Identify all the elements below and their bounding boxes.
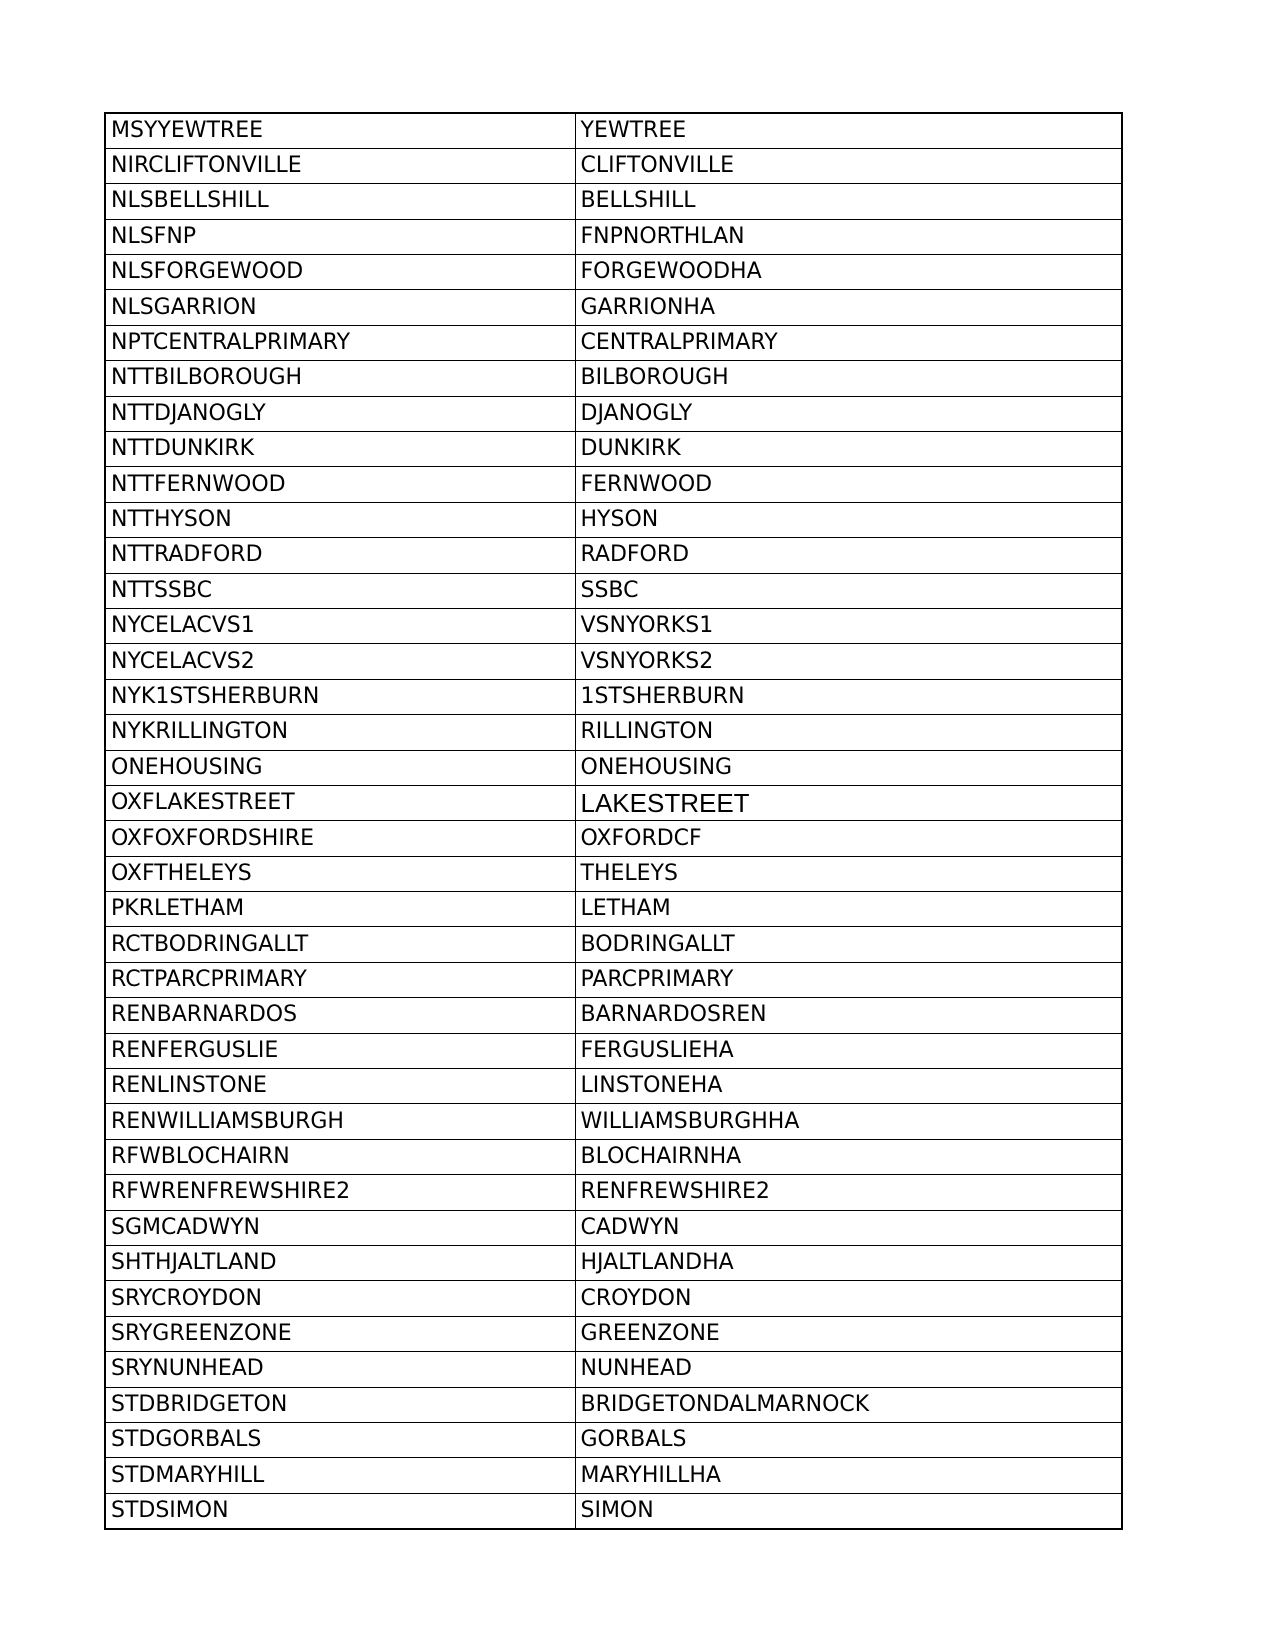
table-row	[105, 644, 1122, 679]
table-row	[105, 679, 1122, 714]
source-code-cell: RFWRENFREWSHIRE2	[105, 1175, 575, 1210]
table-row	[105, 715, 1122, 750]
source-code-cell: NLSBELLSHILL	[105, 184, 575, 219]
source-code-cell: STDSIMON	[105, 1493, 575, 1528]
source-code-cell: NTTFERNWOOD	[105, 467, 575, 502]
target-code-cell: OXFORDCF	[575, 821, 1122, 856]
source-code-cell: NTTHYSON	[105, 502, 575, 537]
source-code-cell: NTTDUNKIRK	[105, 432, 575, 467]
source-code-cell: OXFOXFORDSHIRE	[105, 821, 575, 856]
table-row	[105, 1281, 1122, 1316]
source-code-cell: NTTSSBC	[105, 573, 575, 608]
source-code-cell: SRYNUNHEAD	[105, 1352, 575, 1387]
source-code-cell: NIRCLIFTONVILLE	[105, 148, 575, 183]
target-code-cell: HYSON	[575, 502, 1122, 537]
table-row	[105, 1493, 1122, 1528]
table-row	[105, 608, 1122, 643]
table-row	[105, 785, 1122, 820]
table-row	[105, 432, 1122, 467]
target-code-cell: RADFORD	[575, 538, 1122, 573]
table-row	[105, 148, 1122, 183]
source-code-cell: NYCELACVS1	[105, 608, 575, 643]
source-code-cell: RENBARNARDOS	[105, 998, 575, 1033]
target-code-cell: ONEHOUSING	[575, 750, 1122, 785]
source-code-cell: NTTRADFORD	[105, 538, 575, 573]
source-code-cell: RENWILLIAMSBURGH	[105, 1104, 575, 1139]
target-code-cell: CENTRALPRIMARY	[575, 325, 1122, 360]
target-code-cell: RENFREWSHIRE2	[575, 1175, 1122, 1210]
source-code-cell: OXFLAKESTREET	[105, 785, 575, 820]
target-code-cell: BILBOROUGH	[575, 361, 1122, 396]
target-code-cell: NUNHEAD	[575, 1352, 1122, 1387]
source-code-cell: PKRLETHAM	[105, 892, 575, 927]
table-body	[105, 113, 1122, 1529]
table-row	[105, 396, 1122, 431]
table-row	[105, 821, 1122, 856]
target-code-cell: FORGEWOODHA	[575, 255, 1122, 290]
source-code-cell: SGMCADWYN	[105, 1210, 575, 1245]
source-code-cell: RCTBODRINGALLT	[105, 927, 575, 962]
table-row	[105, 856, 1122, 891]
table-row	[105, 1033, 1122, 1068]
target-code-cell: HJALTLANDHA	[575, 1246, 1122, 1281]
table-row	[105, 1352, 1122, 1387]
source-code-cell: OXFTHELEYS	[105, 856, 575, 891]
target-code-cell: WILLIAMSBURGHHA	[575, 1104, 1122, 1139]
table-row	[105, 998, 1122, 1033]
target-code-cell: GREENZONE	[575, 1316, 1122, 1351]
source-code-cell: NLSFORGEWOOD	[105, 255, 575, 290]
target-code-cell: VSNYORKS1	[575, 608, 1122, 643]
target-code-cell: SSBC	[575, 573, 1122, 608]
source-code-cell: NYK1STSHERBURN	[105, 679, 575, 714]
target-code-cell: SIMON	[575, 1493, 1122, 1528]
table-row	[105, 927, 1122, 962]
source-code-cell: NPTCENTRALPRIMARY	[105, 325, 575, 360]
target-code-cell: THELEYS	[575, 856, 1122, 891]
source-code-cell: STDMARYHILL	[105, 1458, 575, 1493]
source-code-cell: NYCELACVS2	[105, 644, 575, 679]
table-row	[105, 502, 1122, 537]
table-row	[105, 1175, 1122, 1210]
table-row	[105, 538, 1122, 573]
target-code-cell: BLOCHAIRNHA	[575, 1139, 1122, 1174]
source-code-cell: RCTPARCPRIMARY	[105, 962, 575, 997]
source-code-cell: RENFERGUSLIE	[105, 1033, 575, 1068]
target-code-cell: FERGUSLIEHA	[575, 1033, 1122, 1068]
table-row	[105, 1246, 1122, 1281]
table-row	[105, 1069, 1122, 1104]
target-code-cell: BRIDGETONDALMARNOCK	[575, 1387, 1122, 1422]
table-row	[105, 1387, 1122, 1422]
source-code-cell: SHTHJALTLAND	[105, 1246, 575, 1281]
table-row	[105, 1139, 1122, 1174]
target-code-cell: FNPNORTHLAN	[575, 219, 1122, 254]
table-row	[105, 962, 1122, 997]
table-row	[105, 1458, 1122, 1493]
table-row	[105, 1422, 1122, 1457]
table-row	[105, 573, 1122, 608]
target-code-cell: BODRINGALLT	[575, 927, 1122, 962]
target-code-cell: 1STSHERBURN	[575, 679, 1122, 714]
target-code-cell: YEWTREE	[575, 113, 1122, 148]
target-code-cell: GARRIONHA	[575, 290, 1122, 325]
target-code-cell: BELLSHILL	[575, 184, 1122, 219]
target-code-cell: MARYHILLHA	[575, 1458, 1122, 1493]
target-code-cell: CLIFTONVILLE	[575, 148, 1122, 183]
source-code-cell: STDBRIDGETON	[105, 1387, 575, 1422]
target-code-cell: RILLINGTON	[575, 715, 1122, 750]
source-code-cell: SRYGREENZONE	[105, 1316, 575, 1351]
source-code-cell: RENLINSTONE	[105, 1069, 575, 1104]
table-row	[105, 290, 1122, 325]
target-code-cell: DUNKIRK	[575, 432, 1122, 467]
table-row	[105, 1210, 1122, 1245]
source-code-cell: SRYCROYDON	[105, 1281, 575, 1316]
table-row	[105, 1104, 1122, 1139]
source-code-cell: NYKRILLINGTON	[105, 715, 575, 750]
table-row	[105, 892, 1122, 927]
target-code-cell: BARNARDOSREN	[575, 998, 1122, 1033]
table-row	[105, 467, 1122, 502]
table-row	[105, 1316, 1122, 1351]
source-code-cell: NTTDJANOGLY	[105, 396, 575, 431]
target-code-cell: CADWYN	[575, 1210, 1122, 1245]
table-row	[105, 113, 1122, 148]
source-code-cell: NLSGARRION	[105, 290, 575, 325]
target-code-cell: FERNWOOD	[575, 467, 1122, 502]
target-code-cell: LETHAM	[575, 892, 1122, 927]
table-row	[105, 361, 1122, 396]
source-code-cell: STDGORBALS	[105, 1422, 575, 1457]
code-mapping-table	[104, 112, 1123, 1530]
source-code-cell: RFWBLOCHAIRN	[105, 1139, 575, 1174]
target-code-cell: CROYDON	[575, 1281, 1122, 1316]
source-code-cell: ONEHOUSING	[105, 750, 575, 785]
target-code-cell: DJANOGLY	[575, 396, 1122, 431]
table-row	[105, 219, 1122, 254]
target-code-cell: LAKESTREET	[575, 785, 1122, 820]
source-code-cell: NLSFNP	[105, 219, 575, 254]
target-code-cell: GORBALS	[575, 1422, 1122, 1457]
target-code-cell: LINSTONEHA	[575, 1069, 1122, 1104]
table-row	[105, 184, 1122, 219]
table-row	[105, 325, 1122, 360]
source-code-cell: MSYYEWTREE	[105, 113, 575, 148]
table-row	[105, 255, 1122, 290]
source-code-cell: NTTBILBOROUGH	[105, 361, 575, 396]
target-code-cell: PARCPRIMARY	[575, 962, 1122, 997]
target-code-cell: VSNYORKS2	[575, 644, 1122, 679]
table-row	[105, 750, 1122, 785]
